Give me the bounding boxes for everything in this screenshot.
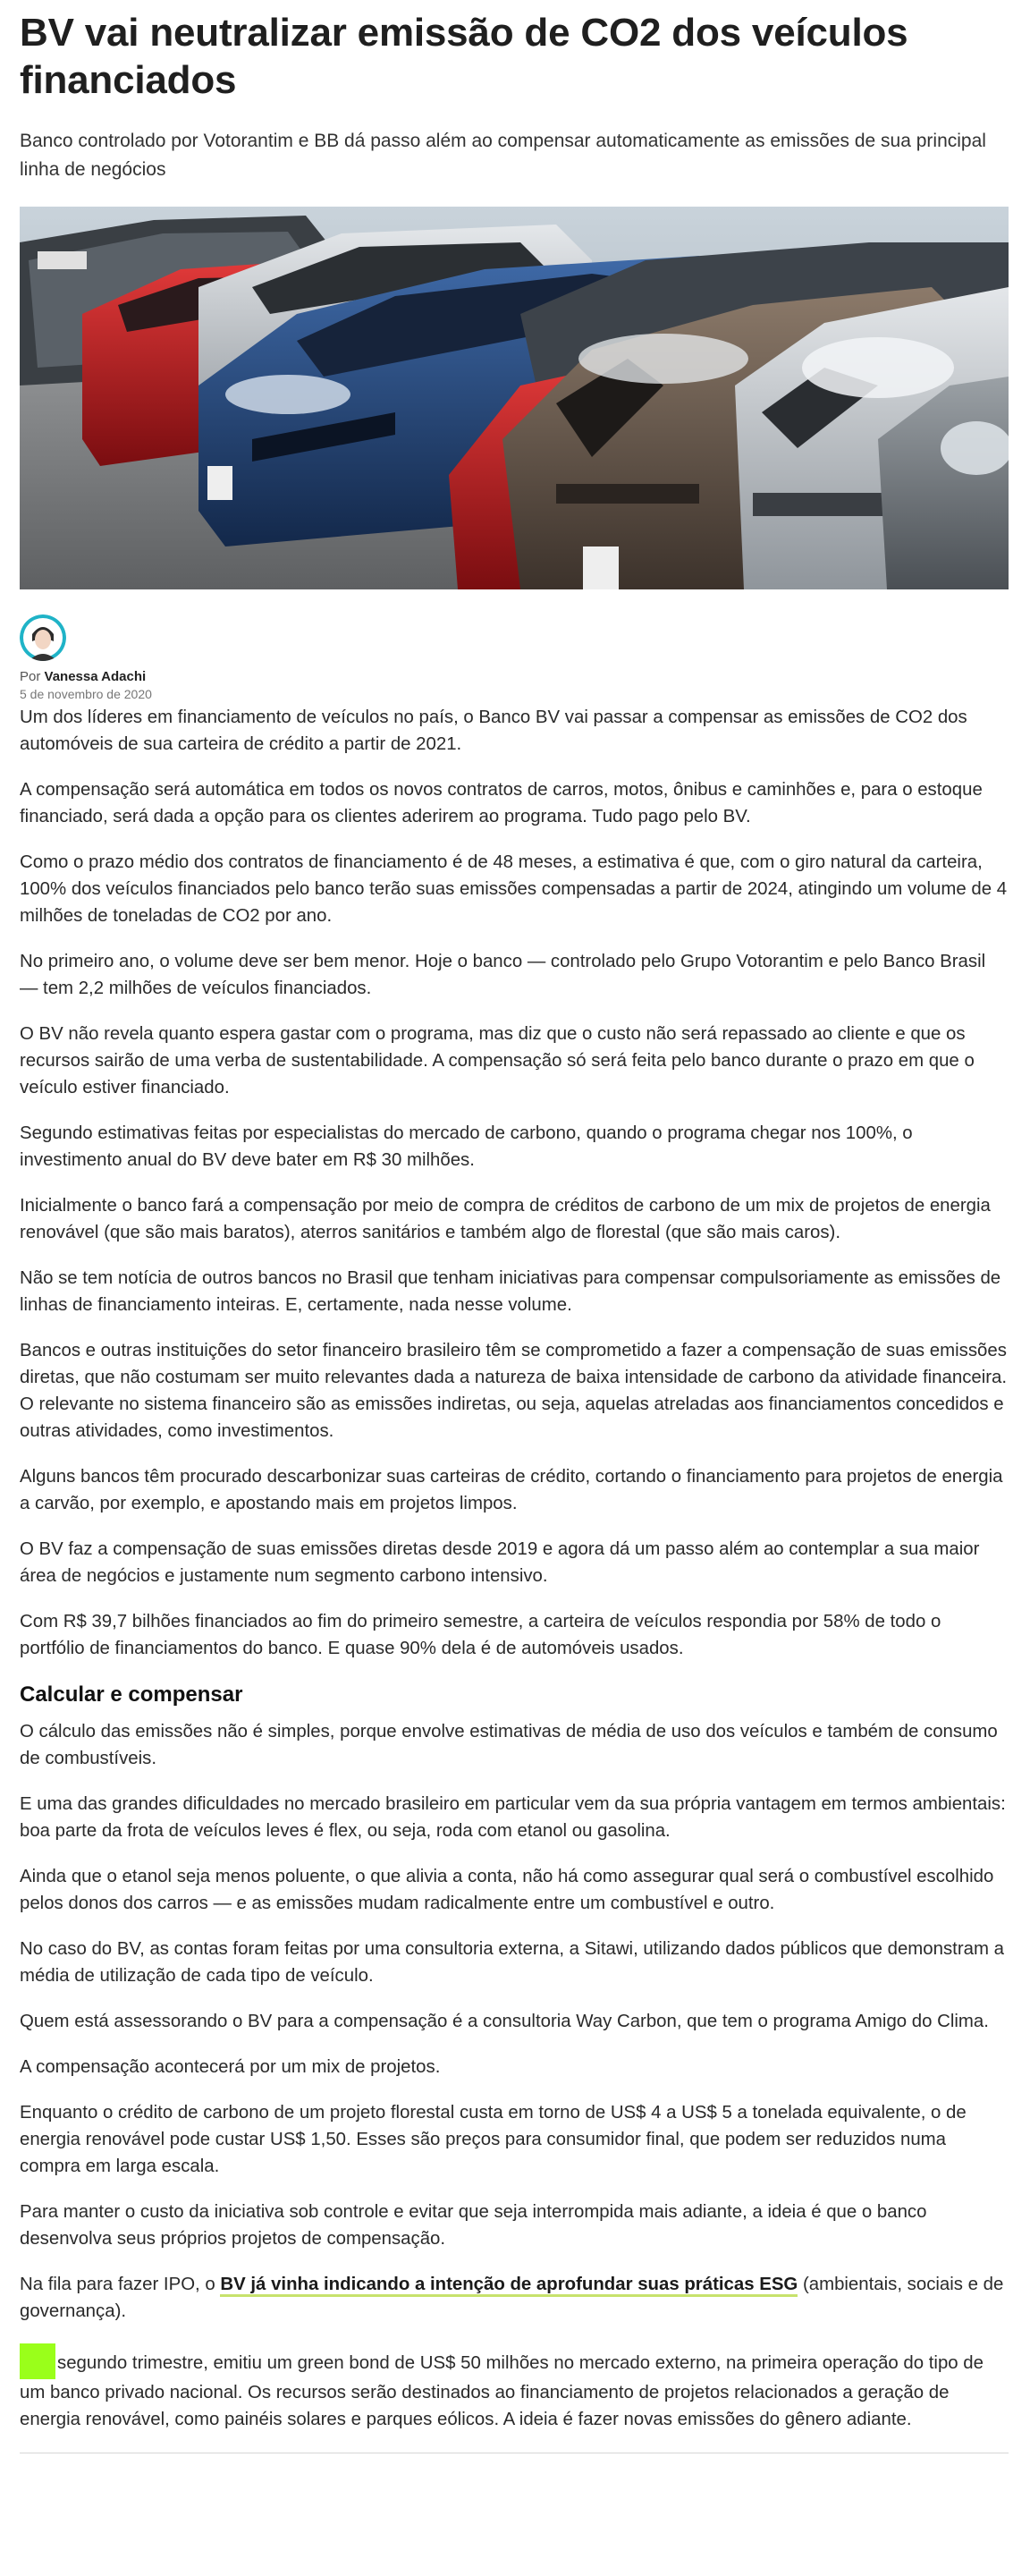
byline [20,614,1009,704]
paragraph: A compensação será automática em todos os novos contratos de carros, motos, ônibus e caminhões e, para o estoque financiado, será dada a opção para os clientes aderirem ao programa. Tudo pago pelo BV. [20,780,983,826]
paragraph: Ainda que o etanol seja menos poluente, o que alivia a conta, não há como assegurar qual será o combustível escolhido pelos donos dos carros — e as emissões mudam radicalmente entre um combustível e outro. [20,1867,994,1913]
article-body [20,704,1009,2453]
paragraph: Quem está assessorando o BV para a compensação é a consultoria Way Carbon, que tem o programa Amigo do Clima. [20,2012,989,2031]
paragraph: No caso do BV, as contas foram feitas por uma consultoria externa, a Sitawi, utilizando dados públicos que demonstram a média de utilização de cada tipo de veículo. [20,1939,1004,1986]
paragraph: Como o prazo médio dos contratos de financiamento é de 48 meses, a estimativa é que, com o giro natural da carteira, 100% dos veículos financiados pelo banco terão suas emissões compensadas a partir de 2024, atingindo um volume de 4 milhões de toneladas de CO2 por ano. [20,852,1008,926]
paragraph: Segundo estimativas feitas por especialistas do mercado de carbono, quando o programa chegar nos 100%, o investimento anual do BV deve bater em R$ 30 milhões. [20,1123,913,1170]
paragraph: No primeiro ano, o volume deve ser bem menor. Hoje o banco — controlado pelo Grupo Votorantim e pelo Banco Brasil — tem 2,2 milhões de veículos financiados. [20,952,986,998]
paragraph: Não se tem notícia de outros bancos no Brasil que tenham iniciativas para compensar compulsoriamente as emissões de linhas de financiamento inteiras. E, certamente, nada nesse volume. [20,1268,1001,1315]
hero-image [20,207,1009,589]
paragraph: Com R$ 39,7 bilhões financiados ao fim do primeiro semestre, a carteira de veículos respondia por 58% de todo o portfólio de financiamentos do banco. E quase 90% dela é de automóveis usados. [20,1612,941,1658]
paragraph: E uma das grandes dificuldades no mercado brasileiro em particular vem da sua própria vantagem em termos ambientais: boa parte da frota de veículos leves é flex, ou seja, roda com etanol ou gasolina. [20,1794,1006,1841]
green-bond-text: segundo trimestre, emitiu um green bond de US$ 50 milhões no mercado externo, na primeira operação do tipo de um banco privado nacional. Os recursos serão destinados ao financiamento de projetos relacionados a geração de energia renovável, como painéis solares e parques eólicos. A ideia é fazer novas emissões do gênero adiante. [20,2353,984,2429]
ipo-paragraph [20,2271,1009,2325]
paragraph: O BV faz a compensação de suas emissões diretas desde 2019 e agora dá um passo além ao contemplar a sua maior área de negócios e justamente num segmento carbono intensivo. [20,1539,980,1586]
esg-article-link[interactable]: BV já vinha indicando a intenção de aprofundar suas práticas ESG [220,2275,798,2297]
paragraph: O BV não revela quanto espera gastar com o programa, mas diz que o custo não será repassado ao cliente e que os recursos sairão de uma verba de sustentabilidade. A compensação só será feita pelo banco durante o prazo em que o veículo estiver financiado. [20,1024,975,1097]
ipo-text-after: (ambientais, sociais e de governança). [20,2275,1004,2321]
highlight-square-overlay [20,2343,55,2379]
author-name[interactable]: Vanessa Adachi [44,669,147,684]
author-avatar[interactable] [20,614,66,661]
paragraph: Inicialmente o banco fará a compensação por meio de compra de créditos de carbono de um mix de projetos de energia renovável (que são mais baratos), aterros sanitários e também algo de florestal (que são mais caros). [20,1196,991,1242]
article [20,0,1009,2453]
article-subtitle: Banco controlado por Votorantim e BB dá passo além ao compensar automaticamente as emissões de sua principal linha de negócios [20,131,986,180]
section-heading: Calcular e compensar [20,1682,243,1707]
paragraph: Para manter o custo da iniciativa sob controle e evitar que seja interrompida mais adiante, a ideia é que o banco desenvolva seus próprios projetos de compensação. [20,2202,927,2249]
paragraph: Um dos líderes em financiamento de veículos no país, o Banco BV vai passar a compensar as emissões de CO2 dos automóveis de sua carteira de crédito a partir de 2021. [20,708,967,754]
publish-date: 5 de novembro de 2020 [20,687,152,701]
paragraph: A compensação acontecerá por um mix de projetos. [20,2057,441,2077]
paragraph: O cálculo das emissões não é simples, porque envolve estimativas de média de uso dos veículos e também de consumo de combustíveis. [20,1722,998,1768]
article-title: BV vai neutralizar emissão de CO2 dos veículos financiados [20,11,908,102]
ipo-text-before: Na fila para fazer IPO, o [20,2275,221,2294]
byline-text [20,668,146,686]
green-bond-paragraph [20,2343,1009,2433]
paragraph: Enquanto o crédito de carbono de um projeto florestal custa em torno de US$ 4 a US$ 5 a tonelada equivalente, o de energia renovável pode custar US$ 1,50. Esses são preços para consumidor final, que podem ser reduzidos numa compra em larga escala. [20,2103,967,2176]
paragraph: Alguns bancos têm procurado descarbonizar suas carteiras de crédito, cortando o financiamento para projetos de energia a carvão, por exemplo, e apostando mais em projetos limpos. [20,1467,1003,1513]
paragraph: Bancos e outras instituições do setor financeiro brasileiro têm se comprometido a fazer a compensação de suas emissões diretas, que não costumam ser muito relevantes dada a natureza de baixa intensidade de carbono da atividade financeira. O relevante no sistema financeiro são as emissões indiretas, ou seja, aquelas atreladas aos financiamentos concedidos e outras atividades, como investimentos. [20,1341,1008,1441]
byline-prefix: Por [20,669,45,684]
